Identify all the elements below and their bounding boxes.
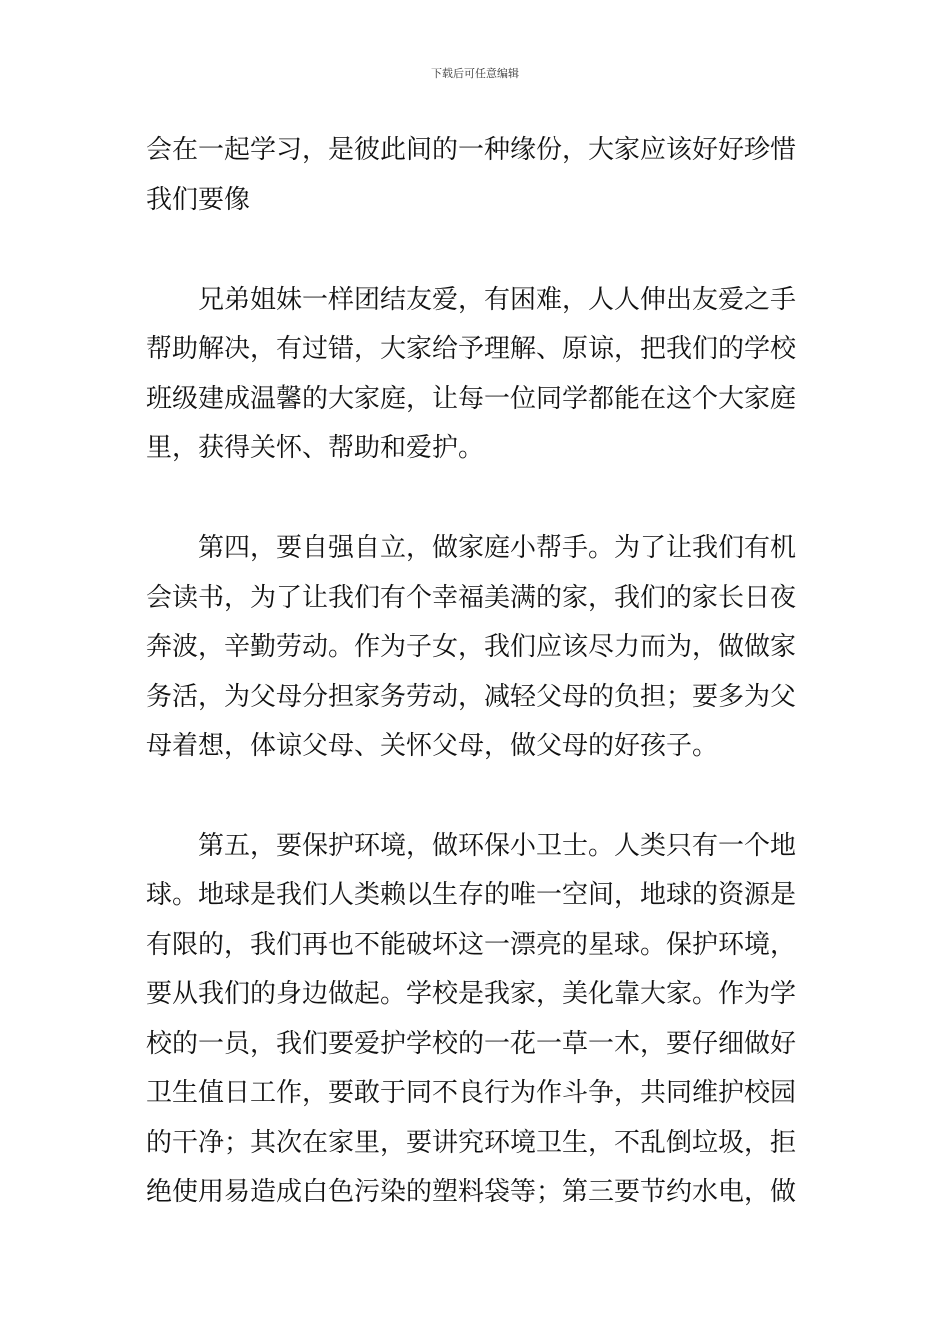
paragraph-4-line-3: 有限的，我们再也不能破坏这一漂亮的星球。保护环境， [146,930,797,960]
paragraph-2-line-3: 班级建成温馨的大家庭，让每一位同学都能在这个大家庭 [146,384,797,414]
paragraph-4-line-7: 的干净；其次在家里，要讲究环境卫生，不乱倒垃圾，拒 [146,1128,797,1158]
paragraph-3-line-4: 务活，为父母分担家务劳动，减轻父母的负担；要多为父 [146,682,797,712]
paragraph-4-line-1: 第五，要保护环境，做环保小卫士。人类只有一个地 [146,831,797,861]
paragraph-4-line-6: 卫生值日工作，要敢于同不良行为作斗争，共同维护校园 [146,1078,797,1108]
paragraph-4-line-8: 绝使用易造成白色污染的塑料袋等；第三要节约水电，做 [146,1177,797,1207]
paragraph-1-line-1: 会在一起学习，是彼此间的一种缘份，大家应该好好珍惜 [146,135,797,165]
paragraph-4-line-4: 要从我们的身边做起。学校是我家，美化靠大家。作为学 [146,979,797,1009]
paragraph-2-line-2: 帮助解决，有过错，大家给予理解、原谅，把我们的学校 [146,334,797,364]
paragraph-2-line-1: 兄弟姐妹一样团结友爱，有困难，人人伸出友爱之手 [146,285,797,315]
paragraph-1-line-2: 我们要像 [146,185,251,215]
paragraph-3-line-2: 会读书，为了让我们有个幸福美满的家，我们的家长日夜 [146,583,797,613]
paragraph-3-line-3: 奔波，辛勤劳动。作为子女，我们应该尽力而为，做做家 [146,632,797,662]
paragraph-2-line-4: 里，获得关怀、帮助和爱护。 [146,433,485,463]
paragraph-4-line-2: 球。地球是我们人类赖以生存的唯一空间，地球的资源是 [146,880,797,910]
paragraph-4-line-5: 校的一员，我们要爱护学校的一花一草一木，要仔细做好 [146,1029,797,1059]
page-header-note: 下载后可任意编辑 [431,67,519,80]
paragraph-3-line-1: 第四，要自强自立，做家庭小帮手。为了让我们有机 [146,533,797,563]
paragraph-3-line-5: 母着想，体谅父母、关怀父母，做父母的好孩子。 [146,731,719,761]
